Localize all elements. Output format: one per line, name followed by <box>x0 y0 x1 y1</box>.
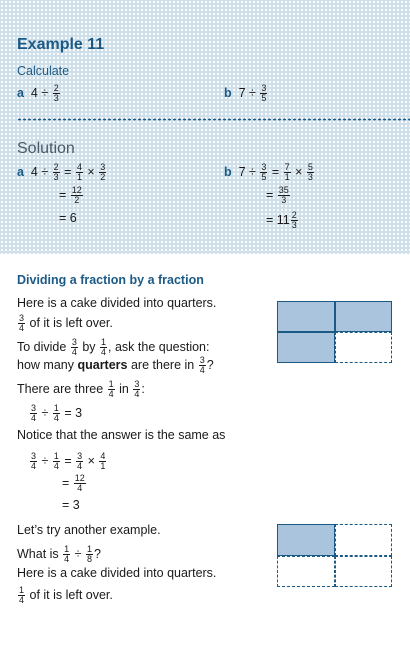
sol-a-label: a <box>17 164 24 179</box>
sol-a-frac2: $\frac{4}{1}$ <box>76 162 82 182</box>
eq2-frac2: $\frac{1}{4}$ <box>53 451 59 471</box>
cake-diagram-three-quarters <box>277 301 392 363</box>
sol-a-answer: 6 <box>69 211 77 225</box>
q-b-op: ÷ <box>249 85 256 100</box>
eq2-frac4: $\frac{4}{1}$ <box>100 451 106 471</box>
empty-quarter <box>335 524 393 556</box>
part-a-label: a <box>17 85 24 100</box>
frac-three-quarters-3: $\frac{3}{4}$ <box>199 355 205 375</box>
colon-text: : <box>141 381 145 396</box>
frac-quarter: $\frac{1}{4}$ <box>101 337 107 357</box>
part-b-label: b <box>224 85 232 100</box>
sol-b-whole: 7 <box>238 164 246 179</box>
example-question-a <box>17 84 61 103</box>
solution-a-line3: = 6 <box>59 211 77 225</box>
paragraph-how-many <box>17 356 214 375</box>
shaded-quarter <box>277 301 335 332</box>
frac-quarter-3: $\frac{1}{4}$ <box>64 544 70 564</box>
are-there-in-text: are there in <box>130 357 195 372</box>
frac-three-quarters: $\frac{3}{4}$ <box>19 313 25 333</box>
to-divide-text: To divide <box>17 339 67 354</box>
in-text: in <box>119 381 129 396</box>
solution-a-line1: a 4 ÷ $\frac{2}{3}$ = $\frac{4}{1}$ × $\frac{3}{2}$ <box>17 162 106 182</box>
how-many-text: how many <box>17 357 74 372</box>
paragraph-left-over-2 <box>17 586 113 605</box>
paragraph-cake-quarters: Here is a cake divided into quarters. <box>17 296 217 310</box>
q-b-whole: 7 <box>238 85 246 100</box>
solution-b-line2: = $\frac{35}{3}$ <box>266 185 289 205</box>
eq1-result: = 3 <box>64 405 83 420</box>
solution-b-line1: b 7 ÷ $\frac{3}{5}$ = $\frac{7}{1}$ × $\frac{5}{3}$ <box>224 162 313 182</box>
frac-quarter-4: $\frac{1}{4}$ <box>19 585 25 605</box>
sol-b-frac4: $\frac{35}{3}$ <box>278 185 289 205</box>
q-a-whole: 4 <box>30 85 38 100</box>
solution-title: Solution <box>17 140 75 157</box>
eq2-frac3: $\frac{3}{4}$ <box>77 451 83 471</box>
frac-eighth: $\frac{1}{8}$ <box>87 544 93 564</box>
paragraph-cake-quarters-2: Here is a cake divided into quarters. <box>17 566 217 580</box>
shaded-quarter <box>335 301 393 332</box>
empty-quarter <box>277 556 335 588</box>
example-question-b <box>224 84 268 103</box>
frac-three-quarters-2: $\frac{3}{4}$ <box>71 337 77 357</box>
sol-a-frac1: $\frac{2}{3}$ <box>53 162 59 182</box>
frac-three-quarters-4: $\frac{3}{4}$ <box>134 379 140 399</box>
dotted-separator <box>17 118 410 121</box>
left-over-text-2: of it is left over. <box>29 587 113 602</box>
paragraph-left-over <box>17 314 113 333</box>
sol-b-answer-whole: 11 <box>276 212 290 227</box>
equation-2-line3: = 3 <box>62 498 80 512</box>
q-a-fraction: $\frac{2}{3}$ <box>53 83 59 103</box>
section-heading: Dividing a fraction by a fraction <box>17 273 204 287</box>
sol-a-whole: 4 <box>30 164 38 179</box>
by-text: by <box>82 339 96 354</box>
equation-2-line2: = $\frac{12}{4}$ <box>62 473 85 493</box>
paragraph-what-is: What is $\frac{1}{4}$ ÷ $\frac{1}{8}$ ? <box>17 544 101 564</box>
equation-1: $\frac{3}{4}$ ÷ $\frac{1}{4}$ = 3 <box>31 403 83 423</box>
empty-quarter <box>335 332 393 363</box>
paragraph-there-are-three <box>17 380 145 399</box>
ask-question-text: , ask the question: <box>108 339 210 354</box>
eq1-frac1: $\frac{3}{4}$ <box>31 403 37 423</box>
sol-a-frac3: $\frac{3}{2}$ <box>100 162 106 182</box>
eq1-frac2: $\frac{1}{4}$ <box>53 403 59 423</box>
cake-diagram-one-quarter <box>277 524 392 587</box>
q-b-fraction: $\frac{3}{5}$ <box>261 83 267 103</box>
shaded-quarter <box>277 332 335 363</box>
what-is-text: What is <box>17 546 59 561</box>
paragraph-to-divide <box>17 338 209 357</box>
solution-b-line3: = 11 $\frac{2}{3}$ <box>266 210 297 230</box>
empty-quarter <box>335 556 393 588</box>
example-instruction: Calculate <box>17 64 70 78</box>
eq2-frac1: $\frac{3}{4}$ <box>31 451 37 471</box>
example-title: Example 11 <box>17 36 105 53</box>
there-are-three-text: There are three <box>17 381 104 396</box>
sol-b-answer-frac: $\frac{2}{3}$ <box>291 210 297 230</box>
q-a-op: ÷ <box>41 85 49 100</box>
what-is-q: ? <box>94 546 101 561</box>
sol-a-frac4: $\frac{12}{2}$ <box>71 185 82 205</box>
left-over-text: of it is left over. <box>29 315 113 330</box>
paragraph-notice: Notice that the answer is the same as <box>17 428 226 442</box>
shaded-quarter <box>277 524 335 556</box>
sol-b-frac2: $\frac{7}{1}$ <box>284 162 290 182</box>
solution-a-line2: = $\frac{12}{2}$ <box>59 185 82 205</box>
sol-b-frac3: $\frac{5}{3}$ <box>307 162 313 182</box>
equation-2-line1: $\frac{3}{4}$ ÷ $\frac{1}{4}$ = $\frac{3}{4}$ × $\frac{4}{1}$ <box>31 451 106 471</box>
sol-b-frac1: $\frac{3}{5}$ <box>261 162 267 182</box>
question-mark: ? <box>206 357 214 372</box>
paragraph-another-example: Let’s try another example. <box>17 523 161 537</box>
frac-quarter-2: $\frac{1}{4}$ <box>108 379 114 399</box>
quarters-bold: quarters <box>77 357 128 372</box>
eq2-frac5: $\frac{12}{4}$ <box>74 473 85 493</box>
sol-b-label: b <box>224 164 232 179</box>
